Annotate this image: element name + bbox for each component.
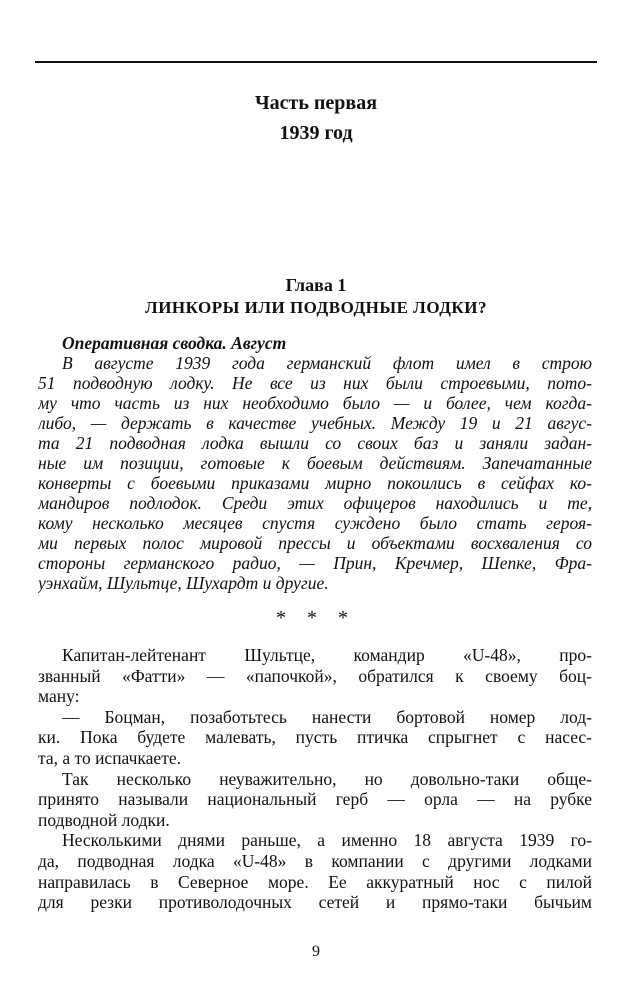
summary-line: В августе 1939 года германский флот имел в строю bbox=[62, 353, 592, 373]
part-year: 1939 год bbox=[279, 122, 353, 144]
chapter-number: Глава 1 bbox=[285, 275, 347, 295]
summary-line: конверты с боевыми приказами мирно покоились в сейфах ко- bbox=[38, 473, 592, 493]
section-separator: * * * bbox=[276, 607, 356, 629]
summary-line: му что часть из них необходимо было — и более, чем когда- bbox=[38, 393, 592, 413]
body-line: званный «Фатти» — «папочкой», обратился к своему боц- bbox=[38, 665, 592, 686]
body-line: Так несколько неуважительно, но довольно-таки обще- bbox=[62, 768, 592, 789]
chapter-title: ЛИНКОРЫ ИЛИ ПОДВОДНЫЕ ЛОДКИ? bbox=[145, 298, 487, 317]
body-line: та, а то испачкаете. bbox=[38, 747, 181, 768]
summary-line: та 21 подводная лодка вышли со своих баз и заняли задан- bbox=[38, 433, 592, 453]
part-title: Часть первая bbox=[254, 92, 378, 114]
summary-line: мандиров подлодок. Среди этих офицеров находились и те, bbox=[38, 493, 592, 513]
body-line: Несколькими днями раньше, а именно 18 августа 1939 го- bbox=[62, 830, 592, 851]
top-rule bbox=[35, 61, 597, 63]
body-line: — Боцман, позаботьтесь нанести бортовой номер лод- bbox=[62, 706, 592, 727]
summary-line: стороны германского радио, — Прин, Кречмер, Шепке, Фра- bbox=[38, 553, 592, 573]
summary-line: либо, — держать в качестве учебных. Между 19 и 21 авгус- bbox=[38, 413, 592, 433]
summary-line: 51 подводную лодку. Не все из них были строевыми, пото- bbox=[38, 373, 592, 393]
operational-summary bbox=[38, 333, 592, 593]
summary-heading: Оперативная сводка. Август bbox=[62, 333, 287, 353]
summary-line: ные им позиции, готовые к боевым действиям. Запечатанные bbox=[38, 453, 592, 473]
page-number: 9 bbox=[312, 943, 320, 960]
body-line: Капитан-лейтенант Шультце, командир «U-48», про- bbox=[62, 645, 592, 665]
body-line: ки. Пока будете малевать, пусть птичка спрыгнет с насес- bbox=[38, 727, 592, 748]
summary-line: кому несколько месяцев спустя суждено было стать героя- bbox=[38, 513, 592, 533]
body-line: подводной лодки. bbox=[38, 809, 170, 830]
body-line: да, подводная лодка «U-48» в компании с другими лодками bbox=[38, 850, 592, 871]
body-line: ману: bbox=[38, 686, 80, 707]
body-line: принято называли национальный герб — орла — на рубке bbox=[38, 789, 592, 810]
body-line: для резки противолодочных сетей и прямо-таки бычьим bbox=[38, 892, 592, 913]
summary-line: ми первых полос мировой прессы и объектами восхваления со bbox=[38, 533, 592, 553]
body-line: направилась в Северное море. Ее аккуратный нос с пилой bbox=[38, 871, 592, 892]
summary-line: уэнхайм, Шультце, Шухардт и другие. bbox=[38, 573, 329, 593]
body-text bbox=[38, 645, 592, 913]
